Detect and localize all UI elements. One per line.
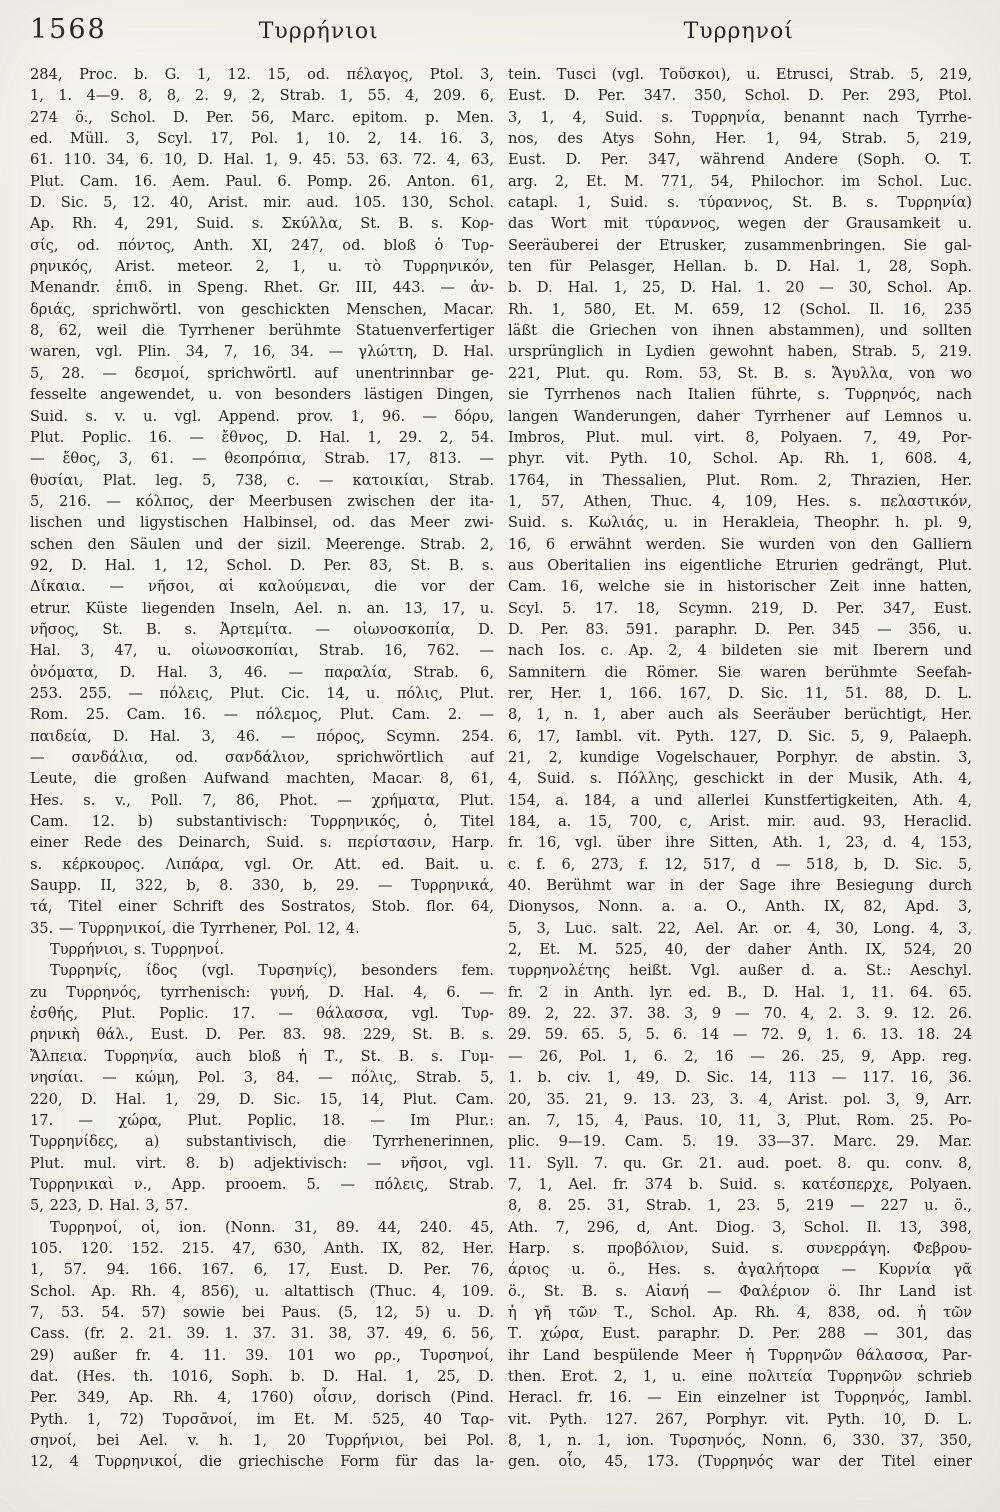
text-line: Τυρρηνίς, ίδος (vgl. Τυρσηνίς), besonders fem. — [50, 962, 494, 980]
text-line: Seeräuberei der Etrusker, zusammenbringen. Sie gal- — [508, 236, 972, 254]
text-line: ten für Pelasger, Hellan. b. D. Hal. 1, 28, Soph. — [508, 258, 972, 276]
text-line: vit. Pyth. 127. 267, Porphyr. vit. Pyth. 10, D. L. — [508, 1410, 972, 1428]
text-line: ursprünglich in Lydien gewohnt haben, Strab. 5, 219. — [508, 343, 972, 361]
text-line: νησίαι. — κώμη, Pol. 3, 84. — πόλις, Strab. 5, — [30, 1069, 494, 1087]
text-line: — σανδάλια, od. σανδάλιον, sprichwörtlich auf — [30, 749, 494, 766]
text-line: ρηνικὴ θάλ., Eust. D. Per. 83. 98. 229, St. B. s. — [30, 1026, 494, 1044]
text-line: Leute, die großen Aufwand machten, Macar. 8, 61, — [30, 770, 494, 788]
text-line: catapl. 1, Suid. s. τύραννος, St. B. s. Τυρρηνία) — [508, 194, 972, 212]
text-line: θυσίαι, Plat. leg. 5, 738, c. — κατοικίαι, Strab. — [30, 471, 494, 489]
text-line: nach Ios. c. Ap. 2, 4 bildeten sie mit Iberern und — [508, 642, 972, 660]
text-line: 184, a. 15, 700, c, Arist. mir. aud. 93, Heraclid. — [508, 813, 972, 831]
text-line: σίς, od. πόντος, Anth. XI, 247, od. bloß ὁ Τυρ- — [30, 236, 494, 254]
text-line: τυρρηνολέτης heißt. Vgl. außer d. a. St.: Aeschyl. — [508, 962, 972, 980]
text-line: Τ. χώρα, Eust. paraphr. D. Per. 288 — 301, das — [508, 1325, 972, 1343]
text-line: Harp. s. προβόλιον, Suid. s. συνερράγη. Φεβρου- — [508, 1239, 972, 1257]
text-line: Plut. Poplic. 16. — ἔθνος, D. Hal. 1, 29. 2, 54. — [30, 428, 494, 446]
text-column-right — [508, 64, 972, 1473]
text-line: Eust. D. Per. 347. 350, Schol. D. Per. 293, Ptol. — [508, 87, 972, 105]
text-line: 7, 53. 54. 57) sowie bei Paus. (5, 12, 5) u. D. — [30, 1303, 494, 1321]
text-line: 5, 3, Luc. salt. 22, Ael. Ar. or. 4, 30, Long. 4, 3, — [508, 919, 972, 937]
page-number: 1568 — [30, 14, 107, 45]
text-line: άριος u. ö., Hes. s. ἀγαλήτορα — Κυρνία γᾶ — [508, 1261, 972, 1279]
text-line: schen den Säulen und der sizil. Meerenge. Strab. 2, — [30, 535, 494, 553]
text-line: 4, Suid. s. Πόλλης, geschickt in der Musik, Ath. 4, — [508, 770, 972, 788]
text-line: zu Τυρρηνός, tyrrhenisch: γυνή, D. Hal. 4, 6. — — [30, 983, 494, 1001]
text-line: 5, 28. — δεσμοί, sprichwörtl. auf unentrinnbar ge- — [30, 364, 494, 382]
text-line: tein. Tusci (vgl. Τοῦσκοι), u. Etrusci, Strab. 5, 219, — [508, 66, 972, 83]
text-line: läßt die Griechen von ihnen abstammen), und sollten — [508, 322, 972, 340]
text-line: τά, Titel einer Schrift des Sostratos, Stob. flor. 64, — [30, 898, 494, 916]
text-line: ihr Land bespülende Meer ἡ Τυρρηνῶν θάλασσα, Par- — [508, 1346, 972, 1364]
text-line: Suid. s. v. u. vgl. Append. prov. 1, 96. — δόρυ, — [30, 407, 494, 425]
text-line: 8, 1, n. 1, aber auch als Seeräuber berüchtigt, Her. — [508, 706, 972, 724]
text-line: Samnitern die Römer. Sie waren berühmte Seefah- — [508, 663, 972, 681]
text-line: 29. 59. 65. 5, 5. 6. 14 — 72. 9, 1. 6. 13. 18. 24 — [508, 1026, 972, 1044]
text-column-left — [30, 64, 494, 1473]
text-line: Per. 349, Ap. Rh. 4, 1760) οἷσιν, dorisch (Pind. — [30, 1389, 494, 1407]
text-line: 20, 35. 21, 9. 13. 23, 3. 4, Arist. pol. 3, 9, Arr. — [508, 1090, 972, 1108]
text-line: ὀνόματα, D. Hal. 3, 46. — παραλία, Strab. 6, — [30, 663, 494, 681]
text-line: c. f. 6, 273, f. 12, 517, d — 518, b, D. Sic. 5, — [508, 855, 972, 873]
text-line: 35. — Τυρρηνικοί, die Tyrrhener, Pol. 12, 4. — [30, 919, 360, 937]
text-line: 1. b. civ. 1, 49, D. Sic. 14, 113 — 117. 16, 36. — [508, 1069, 972, 1087]
text-line: dat. (Hes. th. 1016, Soph. b. D. Hal. 1, 25, D. — [30, 1367, 494, 1385]
text-columns — [0, 54, 1000, 1473]
text-line: Heracl. fr. 16. — Ein einzelner ist Τυρρηνός, Iambl. — [508, 1389, 972, 1407]
text-line: Suid. s. Κωλιάς, u. in Herakleia, Theophr. h. pl. 9, — [508, 514, 972, 532]
text-line: Cass. (fr. 2. 21. 39. 1. 37. 31. 38, 37. 49, 6. 56, — [30, 1325, 494, 1343]
text-line: Pyth. 1, 72) Τυρσᾱνοί, im Et. M. 525, 40 Ταρ- — [30, 1410, 494, 1428]
text-line: D. Per. 83. 591. paraphr. D. Per. 345 — 356, u. — [508, 620, 972, 638]
text-line: Imbros, Plut. mul. virt. 8, Polyaen. 7, 49, Por- — [508, 428, 972, 446]
text-line: 2, Et. M. 525, 40, der daher Anth. IX, 524, 20 — [508, 941, 972, 959]
text-line: s. κέρκουρος. Λιπάρα, vgl. Or. Att. ed. Bait. u. — [30, 855, 494, 873]
text-line: Menandr. ἐπιδ. in Speng. Rhet. Gr. III, 443. — ἀν- — [30, 279, 494, 297]
text-line: b. D. Hal. 1, 25, D. Hal. 1. 20 — 30, Schol. Ap. — [508, 279, 972, 297]
text-line: 29) außer fr. 4. 11. 39. 101 wo ρρ., Τυρσηνοί, — [30, 1346, 494, 1364]
text-line: 12, 4 Τυρρηνικοί, die griechische Form für das la- — [30, 1453, 494, 1471]
text-line: rer, Her. 1, 166. 167, D. Sic. 11, 51. 88, D. L. — [508, 684, 972, 702]
text-line: 21, 2, kundige Vogelschauer, Porphyr. de abstin. 3, — [508, 749, 972, 766]
text-line: ἐσθής, Plut. Poplic. 17. — θάλασσα, vgl. Τυρ- — [30, 1005, 494, 1023]
text-line: 8, 62, weil die Tyrrhener berühmte Statuenverfertiger — [30, 322, 494, 340]
text-line: 89. 2, 22. 37. 38. 3, 9 — 70. 4, 2. 3. 9. 12. 26. — [508, 1005, 972, 1023]
text-line: σηνοί, bei Ael. v. h. 1, 20 Τυρρήνιοι, bei Pol. — [30, 1432, 494, 1449]
text-line: Ath. 7, 296, d, Ant. Diog. 3, Schol. Il. 13, 398, — [508, 1218, 972, 1236]
text-line: Δίκαια. — νῆσοι, αἱ καλούμεναι, die vor der — [30, 578, 494, 596]
text-line: Ἄλπεια. Τυρρηνία, auch bloß ἡ Τ., St. B. s. Γυμ- — [30, 1047, 494, 1065]
text-line: Τυρρηνίδες, a) substantivisch, die Tyrrhenerinnen, — [30, 1133, 494, 1151]
text-line: einer Rede des Deinarch, Suid. s. περίστασιν, Harp. — [30, 834, 494, 852]
text-line: Hal. 3, 47, u. οἰωνοσκοπίαι, Strab. 16, 762. — — [30, 642, 494, 660]
text-line: — 26, Pol. 1, 6. 2, 16 — 26. 25, 9, App. reg. — [508, 1047, 972, 1065]
text-line: gen. οἷο, 45, 173. (Τυρρηνός war der Titel einer — [508, 1453, 972, 1471]
text-line: arg. 2, Et. M. 771, 54, Philochor. im Schol. Luc. — [508, 172, 972, 190]
page-header — [0, 0, 1000, 54]
text-line: ἡ γῆ τῶν Τ., Schol. Ap. Rh. 4, 838, od. ἡ τῶν — [508, 1303, 972, 1321]
text-line: Rh. 1, 580, Et. M. 659, 12 (Schol. Il. 16, 235 — [508, 300, 972, 318]
text-line: 5, 223, D. Hal. 3, 57. — [30, 1197, 189, 1215]
text-line: 16, 6 erwähnt werden. Sie wurden von den Galliern — [508, 535, 972, 553]
text-line: langen Wanderungen, daher Tyrrhener auf Lemnos u. — [508, 407, 972, 425]
text-line: 11. Syll. 7. qu. Gr. 21. aud. poet. 8. qu. conv. 8, — [508, 1154, 972, 1172]
text-line: 3, 1, 4, Suid. s. Τυρρηνία, benannt nach Tyrrhe- — [508, 108, 972, 126]
text-line: — ἔθος, 3, 61. — θεοπρόπια, Strab. 17, 813. — — [30, 450, 494, 468]
text-line: Scyl. 5. 17. 18, Scymn. 219, D. Per. 347, Eust. — [508, 599, 972, 617]
text-line: fr. 16, vgl. über ihre Sitten, Ath. 1, 23, d. 4, 153, — [508, 834, 972, 852]
text-line: ed. Müll. 3, Scyl. 17, Pol. 1, 10. 2, 14. 16. 3, — [30, 130, 494, 148]
text-line: 8, 1, n. 1, ion. Τυρσηνός, Nonn. 6, 330. 37, 350, — [508, 1432, 972, 1449]
text-line: Saupp. II, 322, b, 8. 330, b, 29. — Τυρρηνικά, — [30, 877, 494, 895]
text-line: παιδεία, D. Hal. 3, 46. — πόρος, Scymn. 254. — [30, 727, 494, 745]
text-line: Schol. Ap. Rh. 4, 856), u. altattisch (Thuc. 4, 109. — [30, 1282, 494, 1300]
text-line: 92, D. Hal. 1, 12, Schol. D. Per. 83, St. B. s. — [30, 556, 494, 574]
text-line: Cam. 16, welche sie in historischer Zeit inne hatten, — [508, 578, 972, 596]
text-line: 8, 8. 25. 31, Strab. 1, 23. 5, 219 — 227 u. ö., — [508, 1197, 972, 1215]
text-line: 284, Proc. b. G. 1, 12. 15, od. πέλαγος, Ptol. 3, — [30, 66, 494, 83]
text-line: Τυρρήνιοι, s. Τυρρηνοί. — [50, 941, 225, 959]
text-line: 220, D. Hal. 1, 29, D. Sic. 15, 14, Plut. Cam. — [30, 1090, 494, 1108]
text-line: 5, 216. — κόλπος, der Meerbusen zwischen der ita- — [30, 492, 494, 510]
text-line: phyr. vit. Pyth. 10, Schol. Ap. Rh. 1, 608. 4, — [508, 450, 972, 468]
text-line: ρηνικός, Arist. meteor. 2, 1, u. τὸ Τυρρηνικόν, — [30, 258, 494, 276]
text-line: fesselte angewendet, u. von besonders lästigen Dingen, — [30, 386, 494, 404]
text-line: Rom. 25. Cam. 16. — πόλεμος, Plut. Cam. 2. — — [30, 706, 494, 724]
text-line: 221, Plut. qu. Rom. 53, St. B. s. Ἄγυλλα, von wo — [508, 364, 972, 382]
text-line: 40. Berühmt war in der Sage ihre Besiegung durch — [508, 877, 972, 895]
text-line: then. Erot. 2, 1, u. eine πολιτεία Τυρρηνῶν schrieb — [508, 1367, 972, 1385]
text-line: fr. 2 in Anth. lyr. ed. B., D. Hal. 1, 11. 64. 65. — [508, 983, 972, 1001]
running-head-left: Τυρρήνιοι — [258, 19, 379, 44]
text-line: das Wort mit τύραννος, wegen der Grausamkeit u. — [508, 215, 972, 233]
text-line: sie Tyrrhenos nach Italien führte, s. Τυρρηνός, nach — [508, 386, 972, 404]
running-head-right: Τυρρηνοί — [683, 19, 794, 44]
text-line: νῆσος, St. B. s. Ἀρτεμίτα. — οἰωνοσκοπία, D. — [30, 620, 494, 638]
text-line: 154, a. 184, a und allerlei Kunstfertigkeiten, Ath. 4, — [508, 791, 972, 809]
text-line: Τυρρηνικαὶ ν., App. prooem. 5. — πόλεις, Strab. — [30, 1175, 494, 1193]
text-line: δριάς, sprichwörtl. von geschickten Menschen, Macar. — [30, 300, 494, 318]
text-line: Dionysos, Nonn. a. a. O., Anth. IX, 82, Apd. 3, — [508, 898, 972, 916]
text-line: ö., St. B. s. Αἰανή — Φαλέριον ö. Ihr Land ist — [508, 1282, 972, 1300]
text-line: nos, des Atys Sohn, Her. 1, 94, Strab. 5, 219, — [508, 130, 972, 148]
text-line: Eust. D. Per. 347, während Andere (Soph. O. T. — [508, 151, 972, 169]
text-line: Cam. 12. b) substantivisch: Τυρρηνικός, ὁ, Titel — [30, 813, 494, 831]
text-line: 1764, in Thessalien, Plut. Rom. 2, Thrazien, Her. — [508, 471, 972, 489]
text-line: etrur. Küste liegenden Inseln, Ael. n. an. 13, 17, u. — [30, 599, 494, 617]
text-line: 1, 57. 94. 166. 167. 6, 17, Eust. D. Per. 76, — [30, 1261, 494, 1279]
text-line: 274 ö., Schol. D. Per. 56, Marc. epitom. p. Men. — [30, 108, 494, 126]
text-line: Ap. Rh. 4, 291, Suid. s. Σκύλλα, St. B. s. Κορ- — [30, 215, 494, 233]
text-line: Plut. Cam. 16. Aem. Paul. 6. Pomp. 26. Anton. 61, — [30, 172, 494, 190]
text-line: D. Sic. 5, 12. 40, Arist. mir. aud. 105. 130, Schol. — [30, 194, 494, 212]
text-line: 61. 110. 34, 6. 10, D. Hal. 1, 9. 45. 53. 63. 72. 4, 63, — [30, 151, 494, 169]
text-line: Hes. s. v., Poll. 7, 86, Phot. — χρήματα, Plut. — [30, 791, 494, 809]
text-line: 7, 1, Ael. fr. 374 b. Suid. s. κατέσπερχε, Polyaen. — [508, 1175, 972, 1193]
text-line: aus Oberitalien ins eigentliche Etrurien gedrängt, Plut. — [508, 556, 972, 574]
text-line: 6, 17, Iambl. vit. Pyth. 127, D. Sic. 5, 9, Palaeph. — [508, 727, 972, 745]
text-line: 17. — χώρα, Plut. Poplic. 18. — Im Plur.: — [30, 1111, 494, 1129]
text-line: Plut. mul. virt. 8. b) adjektivisch: — νῆσοι, vgl. — [30, 1154, 494, 1172]
text-line: 1, 1. 4—9. 8, 8, 2. 9, 2, Strab. 1, 55. 4, 209. 6, — [30, 87, 494, 105]
text-line: plic. 9—19. Cam. 5. 19. 33—37. Marc. 29. Mar. — [508, 1133, 972, 1151]
text-line: 253. 255. — πόλεις, Plut. Cic. 14, u. πόλις, Plut. — [30, 684, 494, 702]
text-line: 105. 120. 152. 215. 47, 630, Anth. IX, 82, Her. — [30, 1239, 494, 1257]
text-line: an. 7, 15, 4, Paus. 10, 11, 3, Plut. Rom. 25. Po- — [508, 1111, 972, 1129]
text-line: waren, vgl. Plin. 34, 7, 16, 34. — γλώττη, D. Hal. — [30, 343, 494, 361]
text-line: Τυρρηνοί, οἱ, ion. (Nonn. 31, 89. 44, 240. 45, — [50, 1218, 494, 1236]
text-line: 1, 57, Athen, Thuc. 4, 109, Hes. s. πελαστικόν, — [508, 492, 972, 510]
text-line: lischen und ligystischen Halbinsel, od. das Meer zwi- — [30, 514, 494, 532]
